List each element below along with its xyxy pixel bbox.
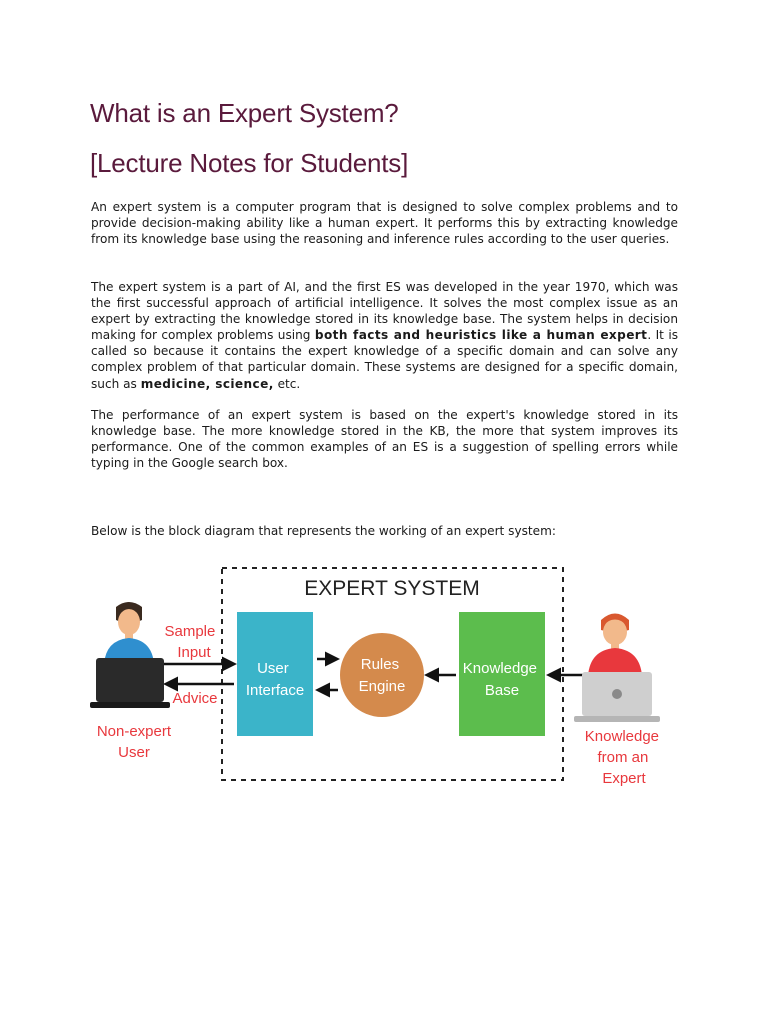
paragraph-history bbox=[91, 279, 678, 392]
user-interface-label-line1: User bbox=[257, 660, 289, 677]
expert-system-diagram bbox=[88, 560, 688, 800]
advice-label: Advice bbox=[172, 690, 218, 707]
sample-input-label bbox=[164, 623, 219, 661]
non-expert-user-label-line1: Non-expert bbox=[96, 723, 172, 740]
knowledge-from-expert-label bbox=[585, 728, 663, 787]
paragraph-performance: The performance of an expert system is based on the expert's knowledge stored in its knowledge base. The more knowledge stored in the KB, the more that system improves its performance. One of the common examples of an ES is a suggestion of spelling errors while typing in the Google search box. bbox=[91, 408, 678, 471]
sample-input-label-line2: Input bbox=[177, 644, 211, 661]
paragraph-definition: An expert system is a computer program that is designed to solve complex problems and to provide decision-making ability like a human expert. It performs this by extracting knowledge from its knowledge base using the reasoning and inference rules according to the user queries. bbox=[91, 200, 678, 247]
paragraph-history-text-a: The expert system is a part of AI, and the first ES was developed in the year 1970, which was the first successful approach of artificial intelligence. It solves the most complex issue as an expert by extracting the knowledge stored in its knowledge base. The system helps in decision making for complex problems using bbox=[91, 280, 678, 343]
expert-label-line2: from an bbox=[597, 749, 649, 766]
diagram-title: EXPERT SYSTEM bbox=[304, 577, 480, 600]
expert-label-line1: Knowledge bbox=[584, 728, 660, 745]
knowledge-base-label-line2: Base bbox=[484, 682, 520, 699]
user-interface-label-line2: Interface bbox=[245, 682, 305, 699]
non-expert-user-label bbox=[97, 723, 175, 761]
expert-label-line3: Expert bbox=[602, 770, 646, 787]
paragraph-history-text-b: . It is called so because it contains the expert knowledge of a specific domain and can solve any complex problem of that particular domain. These systems are designed for a specific domain, such as bbox=[91, 328, 678, 391]
non-expert-user-icon bbox=[90, 602, 170, 708]
rules-engine-label-line2: Engine bbox=[358, 678, 406, 695]
bold-domains: medicine, science, bbox=[140, 376, 274, 391]
expert-icon bbox=[574, 614, 660, 723]
bold-facts-heuristics: both facts and heuristics like a human expert bbox=[314, 328, 648, 343]
rules-engine-circle bbox=[340, 633, 424, 717]
non-expert-user-label-line2: User bbox=[118, 744, 150, 761]
page-title: What is an Expert System? bbox=[90, 98, 399, 128]
knowledge-base-label-line1: Knowledge bbox=[462, 660, 538, 677]
sample-input-label-line1: Sample bbox=[164, 623, 216, 640]
paragraph-history-text-c: etc. bbox=[273, 376, 301, 391]
page-subtitle: [Lecture Notes for Students] bbox=[90, 148, 409, 178]
paragraph-diagram-intro: Below is the block diagram that represents the working of an expert system: bbox=[91, 524, 556, 538]
rules-engine-label-line1: Rules bbox=[360, 656, 400, 673]
